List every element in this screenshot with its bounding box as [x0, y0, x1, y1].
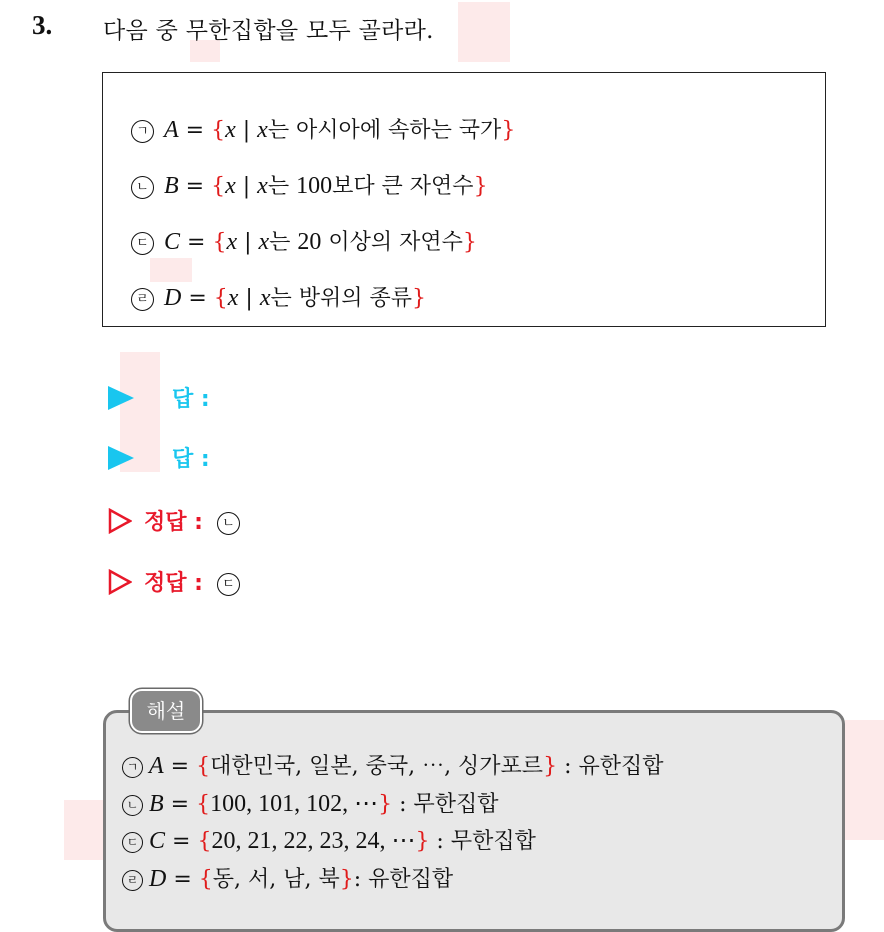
- scan-artifact: [64, 800, 104, 860]
- set-result: : 유한집합: [353, 867, 454, 892]
- solution-line-c: [122, 824, 536, 855]
- question-number: 3.: [32, 10, 53, 40]
- solution-line-a: [122, 749, 664, 780]
- right-brace: }: [473, 174, 488, 199]
- element-var: x: [227, 285, 239, 311]
- correct-answer-row-1: [108, 505, 250, 536]
- element-var: x: [257, 117, 268, 143]
- solution-line-d: [122, 862, 453, 893]
- bar: |: [235, 174, 258, 199]
- set-name: D: [164, 285, 182, 311]
- condition-suffix: 이상의 자연수: [321, 230, 463, 255]
- condition-number: 20: [297, 229, 322, 255]
- right-brace: }: [415, 829, 430, 854]
- left-brace: {: [212, 230, 227, 255]
- set-name: B: [149, 791, 164, 817]
- left-brace: {: [211, 174, 226, 199]
- equals-sign: =: [165, 829, 198, 854]
- equals-sign: =: [181, 286, 214, 311]
- set-result: : 무한집합: [392, 792, 499, 817]
- option-c: [131, 225, 477, 256]
- equals-sign: =: [178, 118, 212, 143]
- left-brace: {: [213, 286, 228, 311]
- circled-nieun-icon: ㄴ: [131, 176, 154, 199]
- set-result: : 무한집합: [429, 829, 536, 854]
- right-brace: }: [378, 792, 393, 817]
- option-a: [131, 113, 515, 144]
- circled-nieun-icon: ㄴ: [122, 795, 143, 816]
- set-name: D: [149, 866, 167, 892]
- student-answer-row-2: [108, 442, 210, 473]
- set-result: : 유한집합: [557, 754, 664, 779]
- condition-prefix: 는: [267, 174, 297, 199]
- left-brace: {: [198, 867, 213, 892]
- equals-sign: =: [163, 754, 197, 779]
- scan-artifact: [845, 720, 884, 840]
- play-arrow-icon: [108, 446, 134, 470]
- right-brace: }: [462, 230, 477, 255]
- correct-answer-row-2: [108, 566, 250, 597]
- solution-tab: 해설: [130, 689, 202, 733]
- condition-prefix: 는: [269, 230, 298, 255]
- right-brace: }: [411, 286, 426, 311]
- equals-sign: =: [180, 230, 213, 255]
- answer-label: 답 :: [172, 387, 210, 412]
- play-arrow-icon: [108, 386, 134, 410]
- bar: |: [235, 118, 258, 143]
- bar: |: [238, 286, 260, 311]
- bar: |: [237, 230, 259, 255]
- set-name: C: [149, 828, 166, 854]
- element-var: x: [225, 173, 236, 199]
- correct-answer-label: 정답 :: [144, 510, 203, 535]
- condition: 는 아시아에 속하는 국가: [267, 118, 502, 143]
- solution-line-b: [122, 787, 499, 818]
- correct-answer-label: 정답 :: [144, 571, 203, 596]
- set-elements: 20, 21, 22, 23, 24, ⋯: [211, 828, 416, 854]
- circled-digeut-icon: ㄷ: [217, 573, 240, 596]
- left-brace: {: [196, 754, 211, 779]
- solution-box: [103, 710, 845, 932]
- answer-label: 답 :: [172, 447, 210, 472]
- set-elements: 100, 101, 102, ⋯: [210, 791, 379, 817]
- left-brace: {: [211, 118, 226, 143]
- circled-nieun-icon: ㄴ: [217, 512, 240, 535]
- circled-giyeok-icon: ㄱ: [122, 757, 143, 778]
- condition: 는 방위의 종류: [270, 286, 412, 311]
- set-name: C: [164, 229, 181, 255]
- element-var: x: [257, 173, 268, 199]
- right-brace: }: [501, 118, 516, 143]
- equals-sign: =: [166, 867, 199, 892]
- condition-number: 100: [296, 173, 333, 199]
- element-var: x: [226, 229, 238, 255]
- right-brace: }: [543, 754, 558, 779]
- option-d: [131, 281, 426, 312]
- condition-suffix: 보다 큰 자연수: [332, 174, 474, 199]
- set-name: A: [164, 117, 179, 143]
- circled-rieul-icon: ㄹ: [122, 870, 143, 891]
- set-name: A: [149, 753, 164, 779]
- circled-digeut-icon: ㄷ: [131, 232, 154, 255]
- set-elements: 동, 서, 남, 북: [212, 867, 340, 892]
- options-box: [102, 72, 826, 327]
- student-answer-row-1: [108, 382, 210, 413]
- option-b: [131, 169, 488, 200]
- left-brace: {: [197, 829, 212, 854]
- set-name: B: [164, 173, 179, 199]
- question-text: 다음 중 무한집합을 모두 골라라.: [103, 18, 434, 44]
- right-brace: }: [339, 867, 354, 892]
- equals-sign: =: [163, 792, 197, 817]
- circled-digeut-icon: ㄷ: [122, 832, 143, 853]
- outline-arrow-icon: [108, 508, 132, 534]
- equals-sign: =: [178, 174, 212, 199]
- circled-rieul-icon: ㄹ: [131, 288, 154, 311]
- element-var: x: [225, 117, 236, 143]
- outline-arrow-icon: [108, 569, 132, 595]
- left-brace: {: [196, 792, 211, 817]
- element-var: x: [258, 229, 270, 255]
- element-var: x: [259, 285, 271, 311]
- scan-artifact: [458, 2, 510, 62]
- circled-giyeok-icon: ㄱ: [131, 120, 154, 143]
- set-elements: 대한민국, 일본, 중국, ⋯, 싱가포르: [210, 754, 544, 779]
